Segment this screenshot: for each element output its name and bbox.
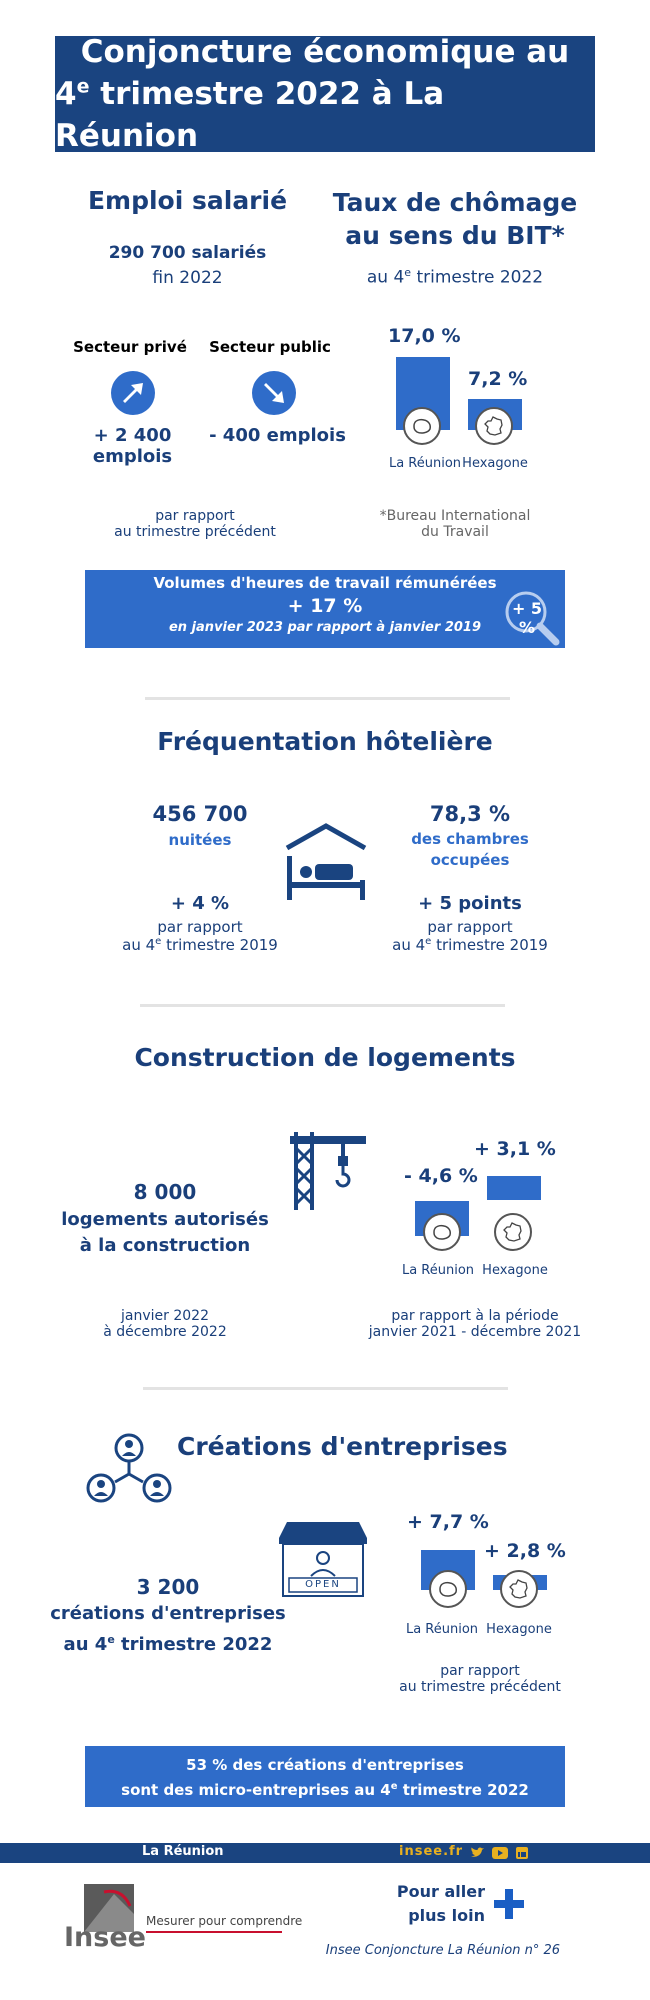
title-banner [55, 36, 595, 152]
logements-hexagone-value: + 3,1 % [474, 1138, 556, 1160]
occupation-label: des chambres occupées [411, 830, 529, 869]
reunion-island-icon [403, 407, 441, 445]
open-sign: OPEN [305, 1579, 341, 1590]
entreprises-label-reunion: La Réunion [405, 1622, 479, 1637]
chomage-reunion-value: 17,0 % [388, 325, 461, 347]
entreprises-label-hexagone: Hexagone [486, 1622, 552, 1637]
logements-hexagone-bar [487, 1176, 541, 1200]
divider-3 [143, 1387, 508, 1390]
occupation-value: 78,3 % [429, 802, 511, 826]
logements-comparison: par rapport à la période janvier 2021 - décembre 2021 [368, 1308, 582, 1340]
entreprises-hexagone-value: + 2,8 % [484, 1540, 566, 1562]
insee-tagline: Mesurer pour comprendre [146, 1914, 303, 1928]
more-link[interactable]: Pour aller plus loin [396, 1882, 485, 1925]
reunion-island-icon [429, 1570, 467, 1608]
nuitees-comparison: par rapport au 4e trimestre 2019 [122, 918, 278, 954]
emploi-period: fin 2022 [152, 268, 223, 288]
chomage-label-reunion: La Réunion [388, 456, 462, 471]
occupation-change: + 5 points [418, 893, 522, 914]
chomage-period: au 4e trimestre 2022 [366, 266, 544, 288]
nuitees-change: + 4 % [170, 893, 230, 914]
publication-ref: Insee Conjoncture La Réunion n° 26 [325, 1943, 560, 1958]
heures-title: Volumes d'heures de travail rémunérées [153, 574, 497, 592]
logements-label-hexagone: Hexagone [482, 1263, 548, 1278]
heures-period: en janvier 2023 par rapport à janvier 2019 [168, 620, 481, 635]
people-network-icon [85, 1432, 173, 1508]
arrow-down-right-icon [252, 371, 296, 415]
plus-icon[interactable] [494, 1889, 524, 1919]
entreprises-comparison: par rapport au trimestre précédent [399, 1663, 561, 1695]
emploi-count: 290 700 salariés [108, 243, 267, 263]
chomage-hexagone-value: 7,2 % [468, 368, 528, 390]
public-label: Secteur public [209, 338, 331, 356]
entreprises-label: créations d'entreprises au 4e trimestre 2022 [50, 1603, 286, 1655]
crane-icon [286, 1128, 368, 1210]
emploi-comparison: par rapport au trimestre précédent [114, 508, 276, 540]
hotel-title: Fréquentation hôtelière [157, 727, 493, 756]
france-map-icon [494, 1213, 532, 1251]
logements-label-reunion: La Réunion [401, 1263, 475, 1278]
logements-label: logements autorisés à la construction [61, 1209, 269, 1256]
logements-period: janvier 2022 à décembre 2022 [103, 1308, 227, 1340]
tagline-underline [146, 1931, 282, 1933]
micro-line1: 53 % des créations d'entreprises [186, 1756, 464, 1774]
footer-bar [0, 1843, 650, 1863]
logements-reunion-value: - 4,6 % [404, 1165, 478, 1187]
entreprises-title: Créations d'entreprises [177, 1432, 508, 1461]
twitter-icon[interactable] [470, 1847, 484, 1859]
footer-region: La Réunion [142, 1844, 224, 1859]
entreprises-reunion-value: + 7,7 % [407, 1511, 489, 1533]
france-map-icon [500, 1570, 538, 1608]
france-map-icon [475, 407, 513, 445]
entreprises-value: 3 200 [136, 1575, 200, 1599]
divider-1 [145, 697, 510, 700]
insee-logo-text: Insee [64, 1922, 146, 1953]
linkedin-icon[interactable] [516, 1847, 528, 1859]
chomage-title: Taux de chômage au sens du BIT* [332, 188, 578, 250]
arrow-up-right-icon [111, 371, 155, 415]
chomage-label-hexagone: Hexagone [462, 456, 528, 471]
hotel-bed-icon [283, 820, 369, 910]
occupation-comparison: par rapport au 4e trimestre 2019 [392, 918, 548, 954]
public-value: - 400 emplois [209, 425, 346, 446]
nuitees-label: nuitées [168, 831, 232, 849]
divider-2 [140, 1004, 505, 1007]
heures-hexagone-value: + 5 % [511, 599, 543, 637]
micro-line2: sont des micro-entreprises au 4e trimestre 2022 [121, 1781, 529, 1799]
heures-box [85, 570, 565, 648]
emploi-title: Emploi salarié [87, 186, 288, 215]
nuitees-value: 456 700 [152, 802, 248, 826]
prive-label: Secteur privé [73, 338, 187, 356]
heures-value: + 17 % [287, 595, 363, 617]
reunion-island-icon [423, 1213, 461, 1251]
youtube-icon[interactable] [492, 1847, 508, 1859]
title-line1: Conjoncture économique au [80, 34, 570, 70]
prive-value: + 2 400 emplois [92, 425, 173, 467]
title-line2: 4e trimestre 2022 à La Réunion [55, 75, 445, 154]
bit-note: *Bureau International du Travail [379, 508, 531, 540]
logements-title: Construction de logements [134, 1043, 516, 1072]
logements-value: 8 000 [133, 1180, 197, 1204]
insee-link[interactable]: insee.fr [399, 1844, 464, 1859]
micro-box [85, 1746, 565, 1807]
